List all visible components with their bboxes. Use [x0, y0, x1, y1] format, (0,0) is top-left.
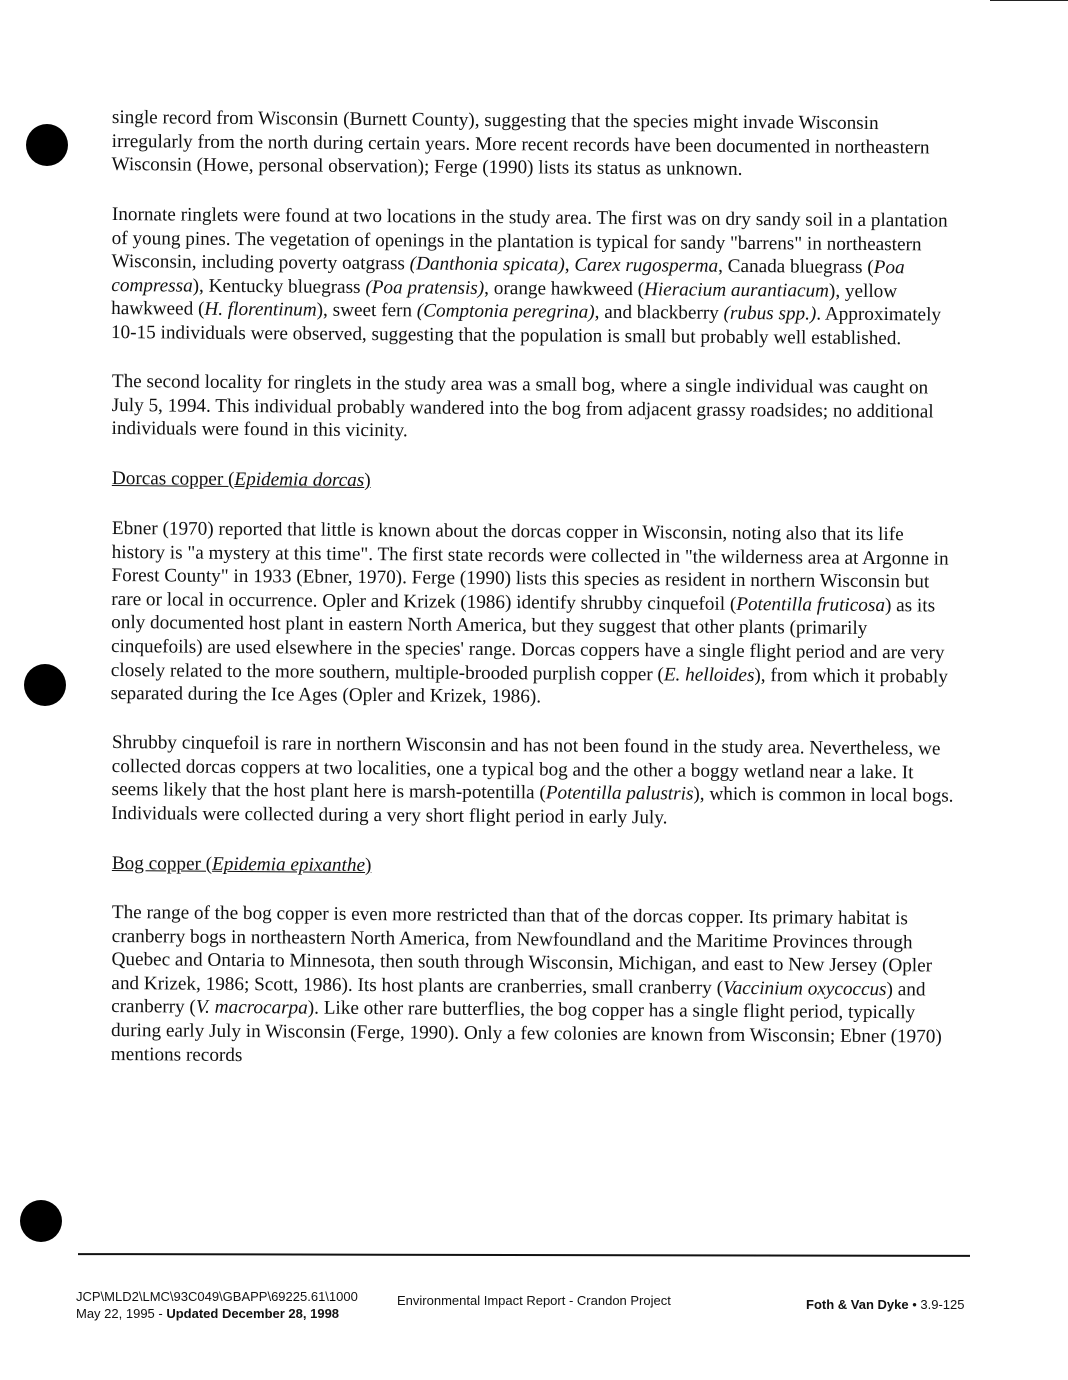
paragraph-dorcas-copper-background: Ebner (1970) reported that little is known about the dorcas copper in Wisconsin, noting also that its life history is "a mystery at this time". The first state records were collected in "the wilderness area at Argonne in Forest County" in 1933 (Ebner, 1970). Ferge (1990) lists this species as resident in northern Wisconsin but rare or local in occurrence. Opler and Krizek (1986) identify shrubby cinquefoil (Potentilla fruticosa) as its only documented host plant in eastern North America, but they suggest that other plants (primarily cinquefoils) are used elsewhere in the species' range. Dorcas coppers have a single flight period and are very closely related to the more southern, multiple-brooded purplish copper (E. helloides), from which it probably separated during the Ice Ages (Opler and Krizek, 1986).	[110, 517, 949, 708]
footer-file-path: JCP\MLD2\LMC\93C049\GBAPP\69225.61\1000	[76, 1289, 358, 1304]
footer-document-info	[76, 1288, 358, 1322]
italic-term: Vaccinium oxycoccus	[722, 978, 887, 1001]
italic-term: Potentilla fruticosa	[736, 593, 886, 616]
punch-hole-bottom	[20, 1200, 62, 1242]
italic-term: (Danthonia spicata)	[409, 253, 565, 276]
footer-bullet: •	[912, 1297, 917, 1312]
italic-term: V. macrocarpa	[195, 997, 308, 1020]
punch-hole-middle	[24, 664, 66, 706]
footer-dates	[76, 1305, 358, 1322]
italic-term: (rubus spp.)	[723, 302, 817, 325]
footer-rule	[78, 1253, 970, 1257]
footer-report-title: Environmental Impact Report - Crandon Project	[397, 1293, 671, 1308]
italic-term: (Comptonia peregrina)	[416, 300, 595, 323]
punch-hole-top	[26, 124, 68, 166]
italic-term: Epidemia epixanthe	[212, 853, 366, 876]
italic-term: E. helloides	[663, 663, 755, 686]
italic-term: Poa compressa	[111, 256, 905, 297]
italic-term: Epidemia dorcas	[234, 469, 365, 492]
top-edge-line	[990, 0, 1068, 1]
italic-term: H. florentinum	[204, 298, 317, 321]
italic-term: (Poa pratensis)	[365, 276, 485, 299]
italic-term: Potentilla palustris	[545, 783, 694, 806]
page-body	[112, 106, 960, 1093]
heading-bog-copper: Bog copper (Epidemia epixanthe)	[111, 852, 372, 876]
footer-updated-date: Updated December 28, 1998	[166, 1306, 340, 1321]
heading-dorcas-copper: Dorcas copper (Epidemia dorcas)	[111, 468, 371, 492]
paragraph-ringlet-range: single record from Wisconsin (Burnett County), suggesting that the species might invade Wisconsin irregularly from the north during certain years. More recent records have been documented in northeastern Wisconsin (Howe, personal observation); Ferge (1990) lists its status as unknown.	[111, 106, 930, 181]
paragraph-dorcas-copper-study-area: Shrubby cinquefoil is rare in northern Wisconsin and has not been found in the study area. Nevertheless, we collected dorcas coppers at two localities, one a typical bog and the other a boggy wetland near a lake. It seems likely that the host plant here is marsh-potentilla (Potentilla palustris), which is common in local bogs. Individuals were collected during a very short flight period in early July.	[111, 732, 954, 829]
footer-firm-name: Foth & Van Dyke	[806, 1297, 909, 1312]
italic-term: Carex rugosperma	[574, 254, 719, 277]
paragraph-bog-copper-range: The range of the bog copper is even more restricted than that of the dorcas copper. Its primary habitat is cranberry bogs in northeastern North America, from Newfoundland and the Maritime Provinces through Quebec and Ontaria to Minnesota, then south through Wisconsin, Michigan, and east to New Jersey (Opler and Krizek, 1986; Scott, 1986). Its host plants are cranberries, small cranberry (Vaccinium oxycoccus) and cranberry (V. macrocarpa). Like other rare butterflies, the bog copper has a single flight period, typically during early July in Wisconsin (Ferge, 1990). Only a few colonies are known from Wisconsin; Ebner (1970) mentions records	[110, 902, 942, 1067]
footer-page-info	[806, 1296, 964, 1313]
paragraph-ringlet-bog: The second locality for ringlets in the study area was a small bog, where a single individual was caught on July 5, 1994. This individual probably wandered into the bog from adjacent grassy roadsides; no additional individuals were found in this vicinity.	[111, 371, 934, 442]
italic-term: Hieracium aurantiacum	[643, 278, 830, 302]
footer-page-number: 3.9-125	[920, 1297, 965, 1312]
paragraph-ringlet-locations: Inornate ringlets were found at two locations in the study area. The first was on dry sandy soil in a plantation of young pines. The vegetation of openings in the plantation is typical for sandy "barrens" in northeastern Wisconsin, including poverty oatgrass (Danthonia spicata), Carex rugosperma, Canada bluegrass (Poa compressa), Kentucky bluegrass (Poa pratensis), orange hawkweed (Hieracium aurantiacum), yellow hawkweed (H. florentinum), sweet fern (Comptonia peregrina), and blackberry (rubus spp.). Approximately 10-15 individuals were observed, suggesting that the population is small but probably well established.	[110, 203, 948, 349]
footer-original-date: May 22, 1995 -	[76, 1306, 167, 1321]
